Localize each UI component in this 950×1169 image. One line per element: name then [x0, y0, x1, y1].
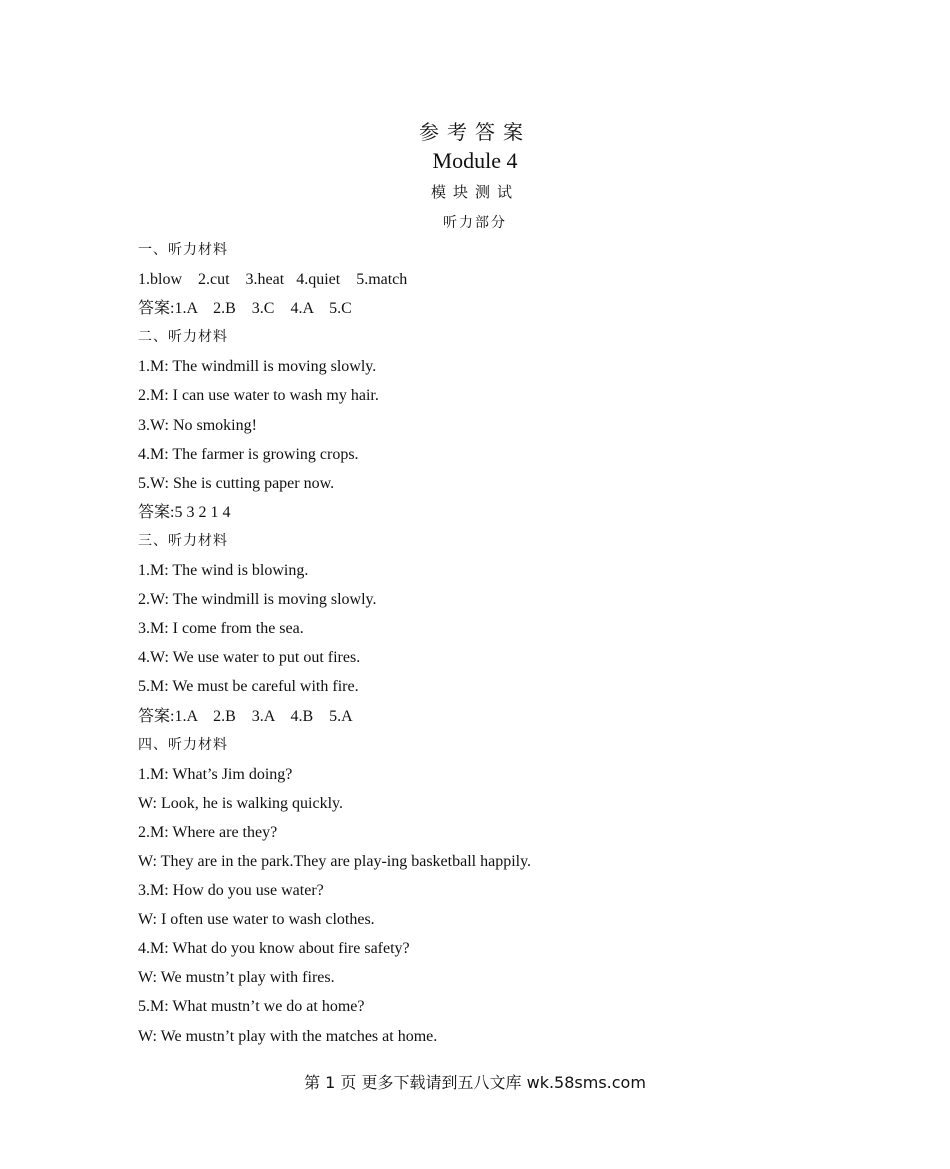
text-line: W: They are in the park.They are play-ing basketball happily.: [138, 852, 532, 870]
text-line: W: Look, he is walking quickly.: [138, 794, 343, 812]
text-line: 2.M: Where are they?: [138, 823, 278, 841]
text-line: 1.M: The windmill is moving slowly.: [138, 358, 377, 376]
text-line: 4.W: We use water to put out fires.: [138, 649, 361, 667]
text-line: 5.M: We must be careful with fire.: [138, 678, 359, 696]
answer-lines: [138, 236, 838, 1051]
answer-key-title: 参考答案: [419, 120, 531, 144]
text-line: 3.M: How do you use water?: [138, 882, 324, 900]
module-test-subtitle: 模块测试: [430, 183, 519, 201]
listening-section-heading: 听力部分: [443, 215, 507, 231]
text-line: 答案:1.A 2.B 3.C 4.A 5.C: [138, 300, 352, 318]
section-heading: 三、听力材料: [138, 532, 228, 549]
text-line: 1.M: What’s Jim doing?: [138, 765, 293, 783]
text-line: 5.M: What mustn’t we do at home?: [138, 998, 365, 1016]
text-line: 3.W: No smoking!: [138, 416, 257, 434]
section-heading: 四、听力材料: [138, 736, 228, 753]
text-line: 3.M: I come from the sea.: [138, 620, 304, 638]
text-line: W: We mustn’t play with fires.: [138, 969, 335, 987]
text-line: W: We mustn’t play with the matches at home.: [138, 1027, 438, 1045]
section-heading: 一、听力材料: [138, 242, 228, 258]
text-line: 4.M: What do you know about fire safety?: [138, 940, 410, 958]
text-line: 4.M: The farmer is growing crops.: [138, 445, 359, 463]
text-line: 1.M: The wind is blowing.: [138, 562, 309, 580]
text-line: 答案:1.A 2.B 3.A 4.B 5.A: [138, 707, 353, 725]
section-heading: 二、听力材料: [138, 329, 228, 346]
text-line: 2.M: I can use water to wash my hair.: [138, 387, 379, 405]
text-line: 1.blow 2.cut 3.heat 4.quiet 5.match: [138, 271, 408, 289]
text-line: 2.W: The windmill is moving slowly.: [138, 591, 377, 609]
text-line: 答案:5 3 2 1 4: [138, 503, 231, 521]
module-title: Module 4: [432, 148, 518, 173]
text-line: W: I often use water to wash clothes.: [138, 911, 375, 929]
text-line: 5.W: She is cutting paper now.: [138, 474, 335, 492]
page-footer: 第 1 页 更多下载请到五八文库 wk.58sms.com: [304, 1073, 646, 1092]
